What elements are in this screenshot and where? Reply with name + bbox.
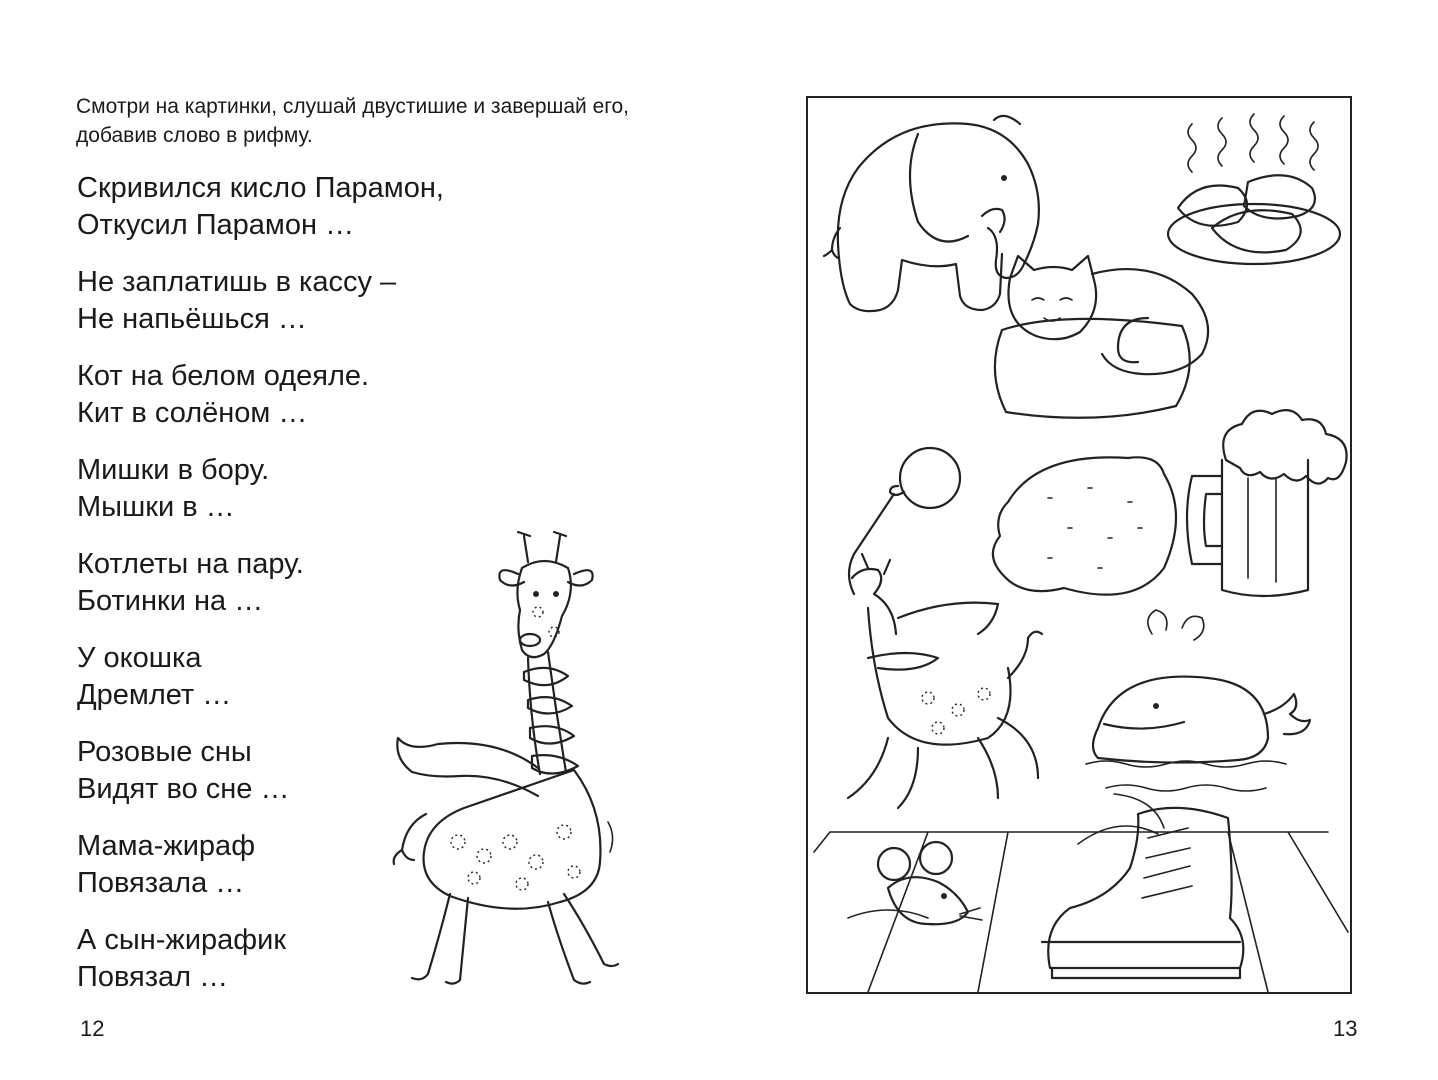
lemon-illustration [993,457,1176,594]
whale-illustration [1086,610,1310,791]
mother-giraffe-illustration [378,522,646,992]
verse-line: Видят во сне … [77,773,290,805]
elephant-illustration [824,116,1039,311]
verse-2 [77,264,517,340]
verse-line: Кот на белом одеяле. [77,360,370,392]
page-number-right: 13 [1333,1016,1358,1041]
verse-line: У окошка [77,642,202,674]
picture-frame [806,96,1352,994]
verse-line: Ботинки на … [77,585,264,617]
verse-line: А сын-жирафик [77,924,287,956]
verse-line: Мама-жираф [77,830,256,862]
mouse-illustration [848,842,982,924]
verse-line: Скривился кисло Парамон, [77,172,444,204]
verse-1 [77,170,517,246]
cutlets-illustration [1168,114,1340,264]
verse-line: Кит в солёном … [77,397,308,429]
beer-mug-illustration [1187,410,1347,596]
verse-3 [77,358,517,434]
balloon-illustration [849,448,960,594]
baby-giraffe-illustration [848,554,1042,808]
page-number-left: 12 [80,1016,105,1041]
verse-line: Розовые сны [77,736,252,768]
verse-line: Мишки в бору. [77,454,270,486]
instruction-text: Смотри на картинки, слушай двустишие и завершай его, добавив слово в рифму. [76,95,630,147]
illustrations-panel [808,98,1350,992]
verse-line: Повязал … [77,961,229,993]
verse-line: Котлеты на пару. [77,548,304,580]
verse-line: Мышки в … [77,491,235,523]
boot-illustration [1042,794,1243,978]
verse-line: Повязала … [77,867,245,899]
verse-line: Не напьёшься … [77,303,307,335]
verse-line: Дремлет … [77,679,232,711]
verse-4 [77,452,517,528]
verse-line: Откусил Парамон … [77,209,355,241]
verse-line: Не заплатишь в кассу – [77,266,397,298]
cat-on-pillow-illustration [995,256,1208,418]
